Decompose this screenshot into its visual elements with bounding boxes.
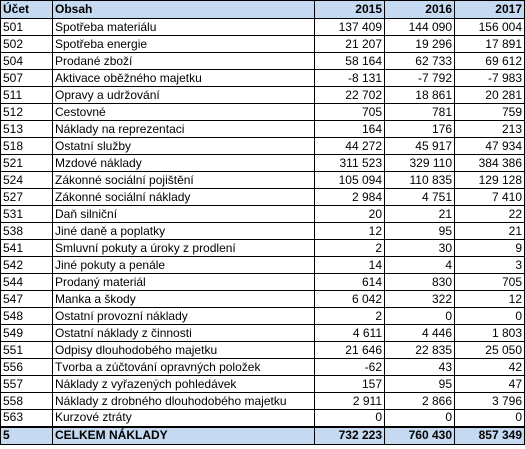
cell-2016: 45 917 [385, 138, 455, 155]
cell-2017: -7 983 [455, 70, 525, 87]
cell-2017: 69 612 [455, 53, 525, 70]
cell-account: 551 [1, 342, 53, 359]
cell-2015: 21 207 [315, 36, 385, 53]
cell-account: 504 [1, 53, 53, 70]
cell-content: Kurzové ztráty [53, 410, 315, 427]
cell-account: 511 [1, 87, 53, 104]
table-row [1, 325, 525, 342]
cell-account: 538 [1, 223, 53, 240]
cell-content: Ostatní provozní náklady [53, 308, 315, 325]
cell-2016: -7 792 [385, 70, 455, 87]
total-2015: 732 223 [315, 427, 385, 445]
table-row [1, 342, 525, 359]
cell-2015: 12 [315, 223, 385, 240]
cell-content: Ostatní služby [53, 138, 315, 155]
total-2017: 857 349 [455, 427, 525, 445]
cell-account: 548 [1, 308, 53, 325]
cell-account: 512 [1, 104, 53, 121]
cell-account: 518 [1, 138, 53, 155]
cell-2015: 614 [315, 274, 385, 291]
cell-account: 527 [1, 189, 53, 206]
cell-2017: 213 [455, 121, 525, 138]
cell-2015: 6 042 [315, 291, 385, 308]
cell-account: 563 [1, 410, 53, 427]
cell-account: 547 [1, 291, 53, 308]
cell-2015: 22 702 [315, 87, 385, 104]
cell-account: 541 [1, 240, 53, 257]
cell-2017: 21 [455, 223, 525, 240]
cell-2016: 781 [385, 104, 455, 121]
cell-2017: 12 [455, 291, 525, 308]
table-row [1, 206, 525, 223]
table-row [1, 410, 525, 427]
table-row [1, 189, 525, 206]
header-account: Účet [1, 1, 53, 19]
cell-account: 549 [1, 325, 53, 342]
cell-content: Daň silniční [53, 206, 315, 223]
cell-content: Ostatní náklady z činnosti [53, 325, 315, 342]
table-row [1, 274, 525, 291]
cell-2017: 705 [455, 274, 525, 291]
cell-2015: 0 [315, 410, 385, 427]
table-row [1, 53, 525, 70]
cell-account: 524 [1, 172, 53, 189]
cell-content: Mzdové náklady [53, 155, 315, 172]
cell-account: 556 [1, 359, 53, 376]
cell-2015: -62 [315, 359, 385, 376]
cell-2017: 0 [455, 308, 525, 325]
table-row [1, 19, 525, 36]
cell-account: 513 [1, 121, 53, 138]
cell-2016: 329 110 [385, 155, 455, 172]
cell-2017: 47 [455, 376, 525, 393]
cell-2016: 830 [385, 274, 455, 291]
cell-2016: 62 733 [385, 53, 455, 70]
table-row [1, 376, 525, 393]
table-row [1, 70, 525, 87]
table-row [1, 308, 525, 325]
table-row [1, 36, 525, 53]
cell-2016: 4 751 [385, 189, 455, 206]
cell-2017: 384 386 [455, 155, 525, 172]
total-label: CELKEM NÁKLADY [53, 427, 315, 445]
table-row [1, 172, 525, 189]
cell-2017: 156 004 [455, 19, 525, 36]
cell-2015: 14 [315, 257, 385, 274]
cell-2017: 3 [455, 257, 525, 274]
header-row [1, 1, 525, 19]
cell-account: 501 [1, 19, 53, 36]
cell-2015: 164 [315, 121, 385, 138]
cell-2017: 22 [455, 206, 525, 223]
cell-2015: 157 [315, 376, 385, 393]
cell-content: Jiné pokuty a penále [53, 257, 315, 274]
cell-2015: 705 [315, 104, 385, 121]
cell-2015: 4 611 [315, 325, 385, 342]
cell-content: Zákonné sociální pojištění [53, 172, 315, 189]
cell-content: Náklady z vyřazených pohledávek [53, 376, 315, 393]
table-row [1, 138, 525, 155]
cell-2015: 105 094 [315, 172, 385, 189]
cell-content: Manka a škody [53, 291, 315, 308]
cell-2015: 20 [315, 206, 385, 223]
cell-2016: 22 835 [385, 342, 455, 359]
table-row [1, 240, 525, 257]
cell-2015: -8 131 [315, 70, 385, 87]
cell-2016: 176 [385, 121, 455, 138]
cell-2017: 3 796 [455, 393, 525, 410]
table-row [1, 87, 525, 104]
cell-content: Prodaný materiál [53, 274, 315, 291]
cell-content: Prodané zboží [53, 53, 315, 70]
cell-account: 502 [1, 36, 53, 53]
cell-2016: 2 866 [385, 393, 455, 410]
cell-2015: 311 523 [315, 155, 385, 172]
cell-2016: 4 [385, 257, 455, 274]
cell-2016: 0 [385, 308, 455, 325]
cell-2017: 17 891 [455, 36, 525, 53]
cell-content: Spotřeba energie [53, 36, 315, 53]
cell-2015: 137 409 [315, 19, 385, 36]
header-2017: 2017 [455, 1, 525, 19]
cell-content: Aktivace oběžného majetku [53, 70, 315, 87]
table-row [1, 393, 525, 410]
cell-2016: 144 090 [385, 19, 455, 36]
table-row [1, 104, 525, 121]
cell-2016: 110 835 [385, 172, 455, 189]
cell-2017: 9 [455, 240, 525, 257]
cell-2016: 0 [385, 410, 455, 427]
cell-2015: 2 [315, 240, 385, 257]
cell-2017: 7 410 [455, 189, 525, 206]
total-row [1, 427, 525, 445]
cell-account: 531 [1, 206, 53, 223]
cell-account: 558 [1, 393, 53, 410]
cell-2016: 21 [385, 206, 455, 223]
cell-content: Náklady z drobného dlouhodobého majetku [53, 393, 315, 410]
cell-2016: 43 [385, 359, 455, 376]
table-row [1, 121, 525, 138]
cell-2015: 2 984 [315, 189, 385, 206]
cell-2017: 47 934 [455, 138, 525, 155]
cell-2016: 19 296 [385, 36, 455, 53]
cell-2017: 759 [455, 104, 525, 121]
cell-2017: 1 803 [455, 325, 525, 342]
total-account: 5 [1, 427, 53, 445]
cell-content: Tvorba a zúčtování opravných položek [53, 359, 315, 376]
header-content: Obsah [53, 1, 315, 19]
table-row [1, 257, 525, 274]
cell-2016: 95 [385, 223, 455, 240]
cell-content: Odpisy dlouhodobého majetku [53, 342, 315, 359]
cell-2017: 0 [455, 410, 525, 427]
table-row [1, 223, 525, 240]
header-2016: 2016 [385, 1, 455, 19]
cell-account: 507 [1, 70, 53, 87]
header-2015: 2015 [315, 1, 385, 19]
cell-account: 542 [1, 257, 53, 274]
cell-account: 544 [1, 274, 53, 291]
cell-account: 557 [1, 376, 53, 393]
cell-2016: 95 [385, 376, 455, 393]
cell-2016: 322 [385, 291, 455, 308]
cell-2015: 58 164 [315, 53, 385, 70]
cell-2015: 2 [315, 308, 385, 325]
table-row [1, 291, 525, 308]
table-body [1, 19, 525, 427]
cell-2017: 25 050 [455, 342, 525, 359]
cell-content: Jiné daně a poplatky [53, 223, 315, 240]
table-row [1, 155, 525, 172]
total-2016: 760 430 [385, 427, 455, 445]
cell-2016: 4 446 [385, 325, 455, 342]
cell-content: Spotřeba materiálu [53, 19, 315, 36]
cell-2016: 30 [385, 240, 455, 257]
table-row [1, 359, 525, 376]
cell-2017: 129 128 [455, 172, 525, 189]
cell-content: Zákonné sociální náklady [53, 189, 315, 206]
cell-2017: 20 281 [455, 87, 525, 104]
cell-2015: 2 911 [315, 393, 385, 410]
cell-content: Cestovné [53, 104, 315, 121]
cell-2017: 42 [455, 359, 525, 376]
cell-content: Náklady na reprezentaci [53, 121, 315, 138]
cell-2015: 44 272 [315, 138, 385, 155]
cell-2015: 21 646 [315, 342, 385, 359]
cell-content: Opravy a udržování [53, 87, 315, 104]
cell-content: Smluvní pokuty a úroky z prodlení [53, 240, 315, 257]
cell-account: 521 [1, 155, 53, 172]
cell-2016: 18 861 [385, 87, 455, 104]
